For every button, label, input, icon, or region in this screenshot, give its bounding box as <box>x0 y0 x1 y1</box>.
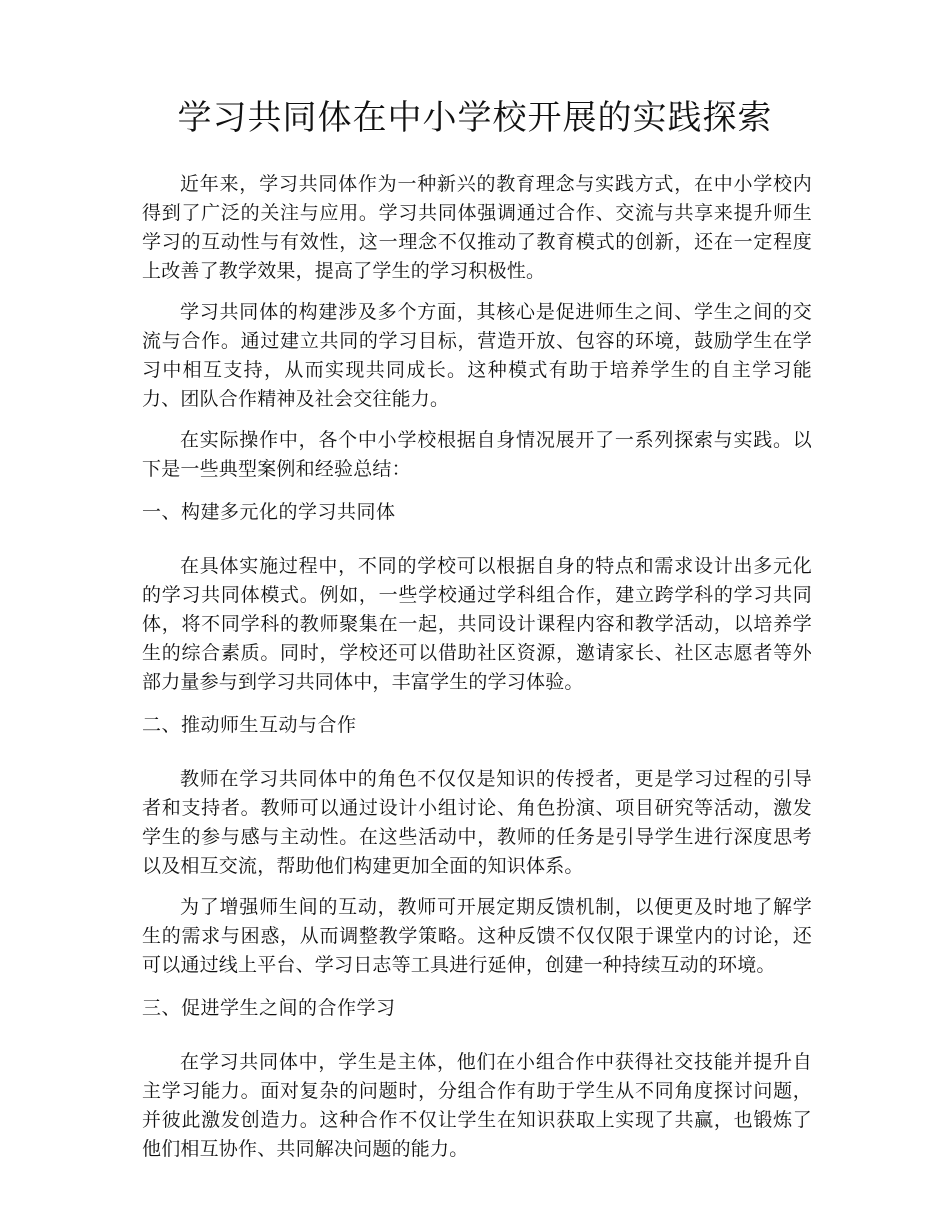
intro-paragraph-1: 近年来，学习共同体作为一种新兴的教育理念与实践方式，在中小学校内得到了广泛的关注与应用。学习共同体强调通过合作、交流与共享来提升师生学习的互动性与有效性，这一理念不仅推动了教育模式的创新，还在一定程度上改善了教学效果，提高了学生的学习积极性。 <box>142 173 812 282</box>
section-2-paragraph-1: 教师在学习共同体中的角色不仅仅是知识的传授者，更是学习过程的引导者和支持者。教师可以通过设计小组讨论、角色扮演、项目研究等活动，激发学生的参与感与主动性。在这些活动中，教师的任务是引导学生进行深度思考以及相互交流，帮助他们构建更加全面的知识体系。 <box>142 768 812 877</box>
section-3-paragraph-1: 在学习共同体中，学生是主体，他们在小组合作中获得社交技能并提升自主学习能力。面对复杂的问题时，分组合作有助于学生从不同角度探讨问题，并彼此激发创造力。这种合作不仅让学生在知识获取上实现了共赢，也锻炼了他们相互协作、共同解决问题的能力。 <box>142 1051 812 1160</box>
section-heading-3: 三、促进学生之间的合作学习 <box>142 997 396 1019</box>
intro-paragraph-2: 学习共同体的构建涉及多个方面，其核心是促进师生之间、学生之间的交流与合作。通过建立共同的学习目标，营造开放、包容的环境，鼓励学生在学习中相互支持，从而实现共同成长。这种模式有助于培养学生的自主学习能力、团队合作精神及社会交往能力。 <box>142 301 812 410</box>
section-heading-1: 一、构建多元化的学习共同体 <box>142 501 396 523</box>
intro-paragraph-3: 在实际操作中，各个中小学校根据自身情况展开了一系列探索与实践。以下是一些典型案例和经验总结： <box>142 429 812 480</box>
section-1-paragraph-1: 在具体实施过程中，不同的学校可以根据自身的特点和需求设计出多元化的学习共同体模式。例如，一些学校通过学科组合作，建立跨学科的学习共同体，将不同学科的教师聚集在一起，共同设计课程内容和教学活动，以培养学生的综合素质。同时，学校还可以借助社区资源，邀请家长、社区志愿者等外部力量参与到学习共同体中，丰富学生的学习体验。 <box>142 555 812 693</box>
document-body <box>142 170 812 1176</box>
document-title: 学习共同体在中小学校开展的实践探索 <box>177 98 773 138</box>
section-heading-2: 二、推动师生互动与合作 <box>142 714 357 736</box>
section-2-paragraph-2: 为了增强师生间的互动，教师可开展定期反馈机制，以便更及时地了解学生的需求与困惑，从而调整教学策略。这种反馈不仅仅限于课堂内的讨论，还可以通过线上平台、学习日志等工具进行延伸，创建一种持续互动的环境。 <box>142 896 812 976</box>
